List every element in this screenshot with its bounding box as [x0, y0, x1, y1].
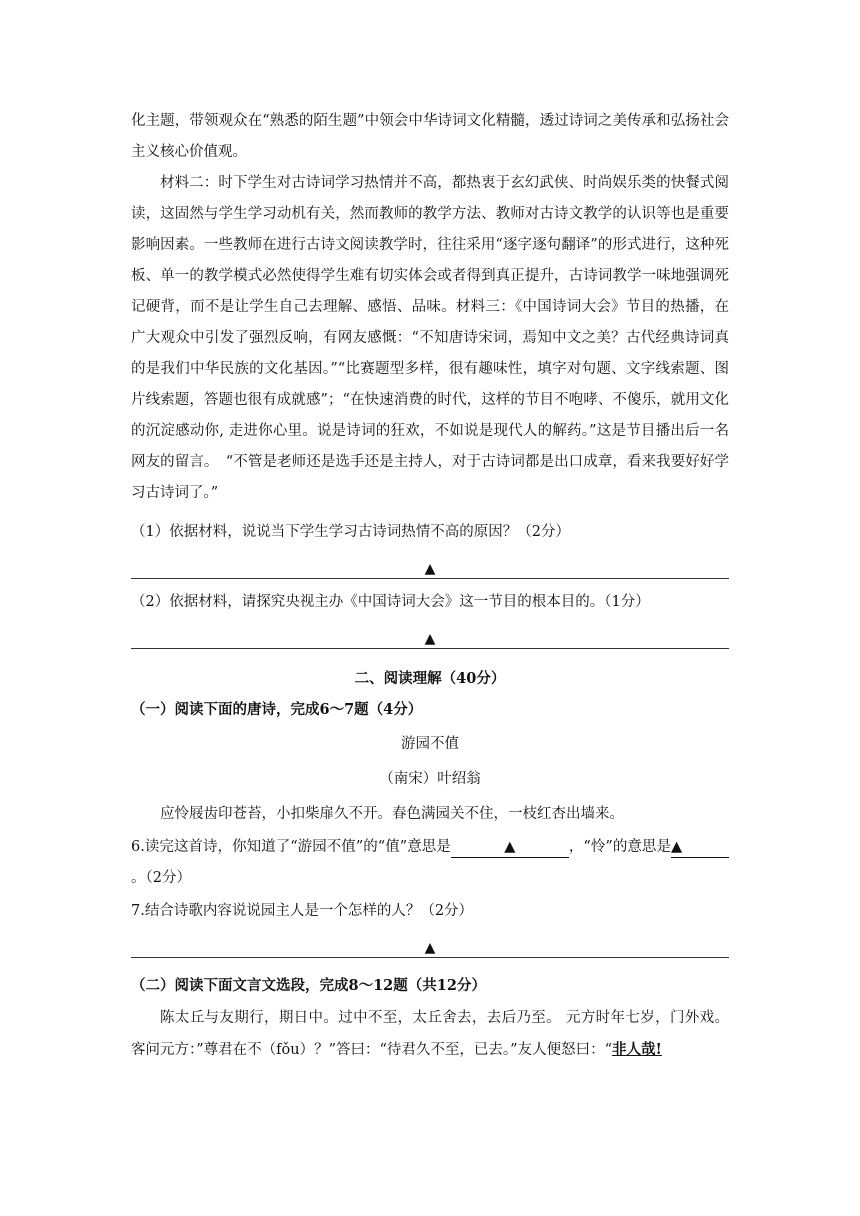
- part-1-title: （一）阅读下面的唐诗，完成6～7题（4分）: [131, 701, 423, 718]
- answer-line-7[interactable]: [131, 929, 729, 958]
- section-2-title: 二、阅读理解（40分）: [354, 670, 506, 687]
- classical-passage: [131, 1003, 729, 1066]
- question-6-text-b: ，“怜”的意思是: [568, 839, 672, 855]
- answer-triangle-icon: ▲: [424, 631, 436, 647]
- answer-triangle-icon: ▲: [504, 839, 516, 855]
- question-7: 7.结合诗歌内容说说园主人是一个怎样的人？（2分）: [131, 903, 474, 919]
- question-6: [131, 832, 729, 894]
- document-page: [131, 106, 729, 1066]
- poem-author: （南宋）叶绍翁: [379, 771, 481, 787]
- answer-triangle-icon: ▲: [671, 839, 683, 855]
- material1-tail: 化主题，带领观众在“熟悉的陌生题”中领会中华诗词文化精髓，透过诗词之美传承和弘扬社会主义核心价值观。: [131, 113, 729, 160]
- question-6-text-c: 。（2分）: [131, 870, 191, 886]
- poem-body: 应怜屐齿印苍苔，小扣柴扉久不开。春色满园关不住，一枝红杏出墙来。: [160, 806, 624, 822]
- question-2: （2）依据材料，请探究央视主办《中国诗词大会》这一节目的根本目的。（1分）: [131, 594, 650, 610]
- answer-line-1[interactable]: [131, 550, 729, 579]
- question-1: （1）依据材料，说说当下学生学习古诗词热情不高的原因？（2分）: [131, 524, 570, 540]
- answer-triangle-icon: ▲: [424, 561, 436, 577]
- question-6-text-a: 6.读完这首诗，你知道了“游园不值”的“值”意思是: [131, 839, 451, 855]
- answer-blank-2[interactable]: [671, 837, 729, 858]
- poem-title: 游园不值: [401, 736, 459, 752]
- answer-blank-1[interactable]: [451, 837, 569, 858]
- material2-paragraph: 材料二：时下学生对古诗词学习热情并不高，都热衷于玄幻武侠、时尚娱乐类的快餐式阅读，这固然与学生学习动机有关，然而教师的教学方法、教师对古诗文教学的认识等也是重要影响因素。一些教师在进行古诗文阅读教学时，往往采用“逐字逐句翻译”的形式进行，这种死板、单一的教学模式必然使得学生难有切实体会或者得到真正提升，古诗词教学一味地强调死记硬背，而不是让学生自己去理解、感悟、品味。材料三：《中国诗词大会》节目的热播，在广大观众中引发了强烈反响，有网友感慨：“不知唐诗宋词，焉知中文之美？古代经典诗词真的是我们中华民族的文化基因。”“比赛题型多样，很有趣味性，填字对句题、文字线索题、图片线索题，答题也很有成就感”；“在快速消费的时代，这样的节目不咆哮、不傻乐，就用文化的沉淀感动你, 走进你心里。说是诗词的狂欢，不如说是现代人的解药。”这是节目播出后一名网友的留言。 “不管是老师还是选手还是主持人，对于古诗词都是出口成章，看来我要好好学习古诗词了。”: [131, 175, 729, 501]
- answer-triangle-icon: ▲: [424, 940, 436, 956]
- classical-text: 陈太丘与友期行，期日中。过中不至，太丘舍去，去后乃至。 元方时年七岁，门外戏。客问元方：”尊君在不（fǒu）？”答曰：“待君久不至，已去。”友人便怒曰：“: [131, 1010, 729, 1058]
- answer-line-2[interactable]: [131, 620, 729, 649]
- part-2-title: （二）阅读下面文言文选段，完成8～12题（共12分）: [131, 977, 486, 994]
- underlined-phrase: 非人哉!: [612, 1041, 662, 1058]
